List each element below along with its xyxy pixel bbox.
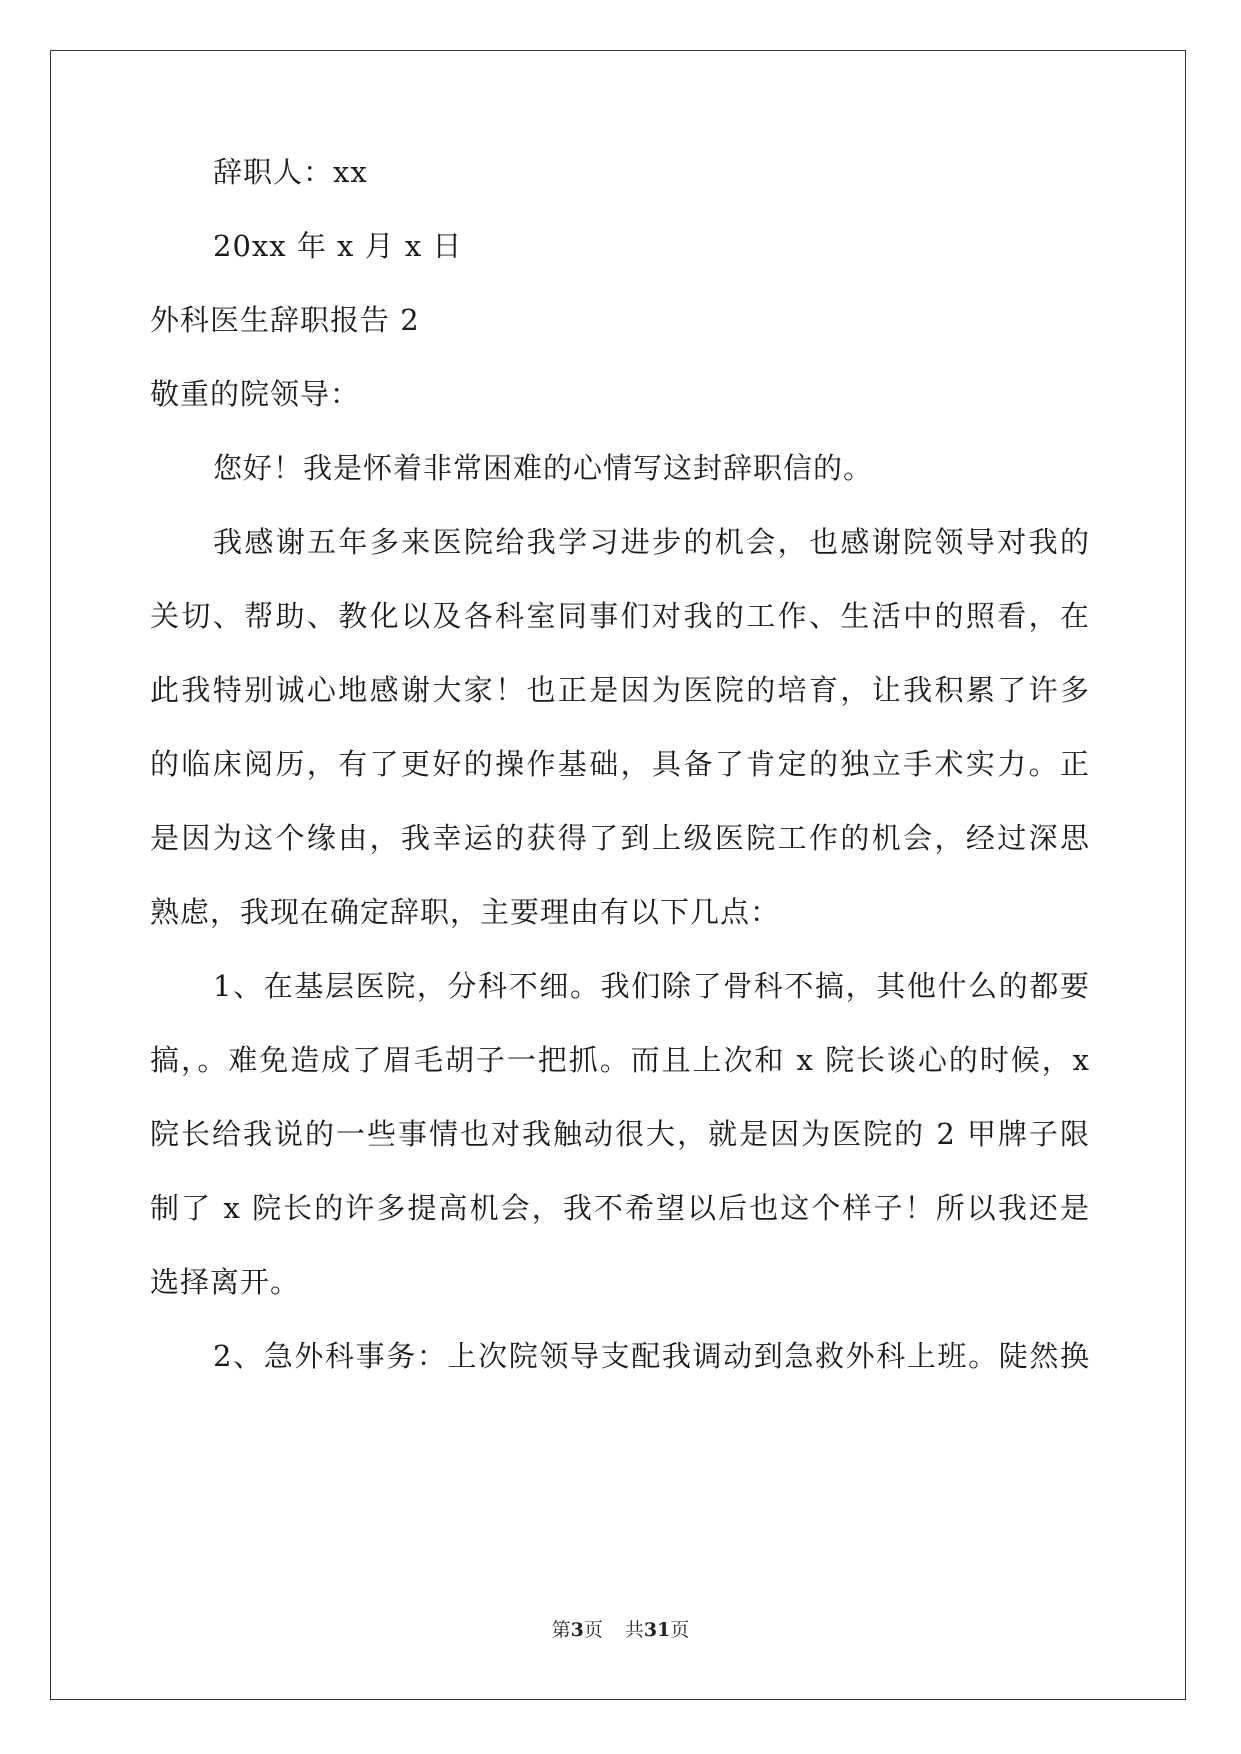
paragraph-line: 关切、帮助、教化以及各科室同事们对我的工作、生活中的照看，在 [150,599,1090,633]
paragraph-line: 是因为这个缘由，我幸运的获得了到上级医院工作的机会，经过深思 [150,821,1090,855]
page-footer [0,1618,1241,1642]
page-prefix: 第 [551,1619,571,1641]
paragraph-line: 熟虑，我现在确定辞职，主要理由有以下几点： [150,895,781,929]
paragraph-line: 的临床阅历，有了更好的操作基础，具备了肯定的独立手术实力。正 [150,747,1090,781]
salutation: 敬重的院领导： [150,377,361,411]
paragraph-line: 搞，。难免造成了眉毛胡子一把抓。而且上次和 x 院长谈心的时候，x [150,1043,1090,1077]
paragraph-line: 2、急外科事务：上次院领导支配我调动到急救外科上班。陡然换 [213,1339,1090,1373]
date-line: 20xx 年 x 月 x 日 [213,229,463,263]
paragraph-line: 院长给我说的一些事情也对我触动很大，就是因为医院的 2 甲牌子限 [150,1117,1090,1151]
page-current: 3 [570,1619,584,1641]
total-prefix: 共 [624,1619,644,1641]
page-border [50,50,1186,1700]
total-unit: 页 [670,1619,690,1641]
paragraph-line: 您好！我是怀着非常困难的心情写这封辞职信的。 [213,451,874,485]
page-unit: 页 [583,1619,603,1641]
signature-line: 辞职人：xx [213,155,368,189]
paragraph-line: 我感谢五年多来医院给我学习进步的机会，也感谢院领导对我的 [213,525,1090,559]
paragraph-line: 选择离开。 [150,1265,301,1299]
paragraph-line: 此我特别诚心地感谢大家！也正是因为医院的培育，让我积累了许多 [150,673,1090,707]
document-heading: 外科医生辞职报告 2 [150,303,420,337]
page-total: 31 [643,1619,671,1641]
paragraph-line: 1、在基层医院，分科不细。我们除了骨科不搞，其他什么的都要 [213,969,1090,1003]
paragraph-line: 制了 x 院长的许多提高机会，我不希望以后也这个样子！所以我还是 [150,1191,1090,1225]
